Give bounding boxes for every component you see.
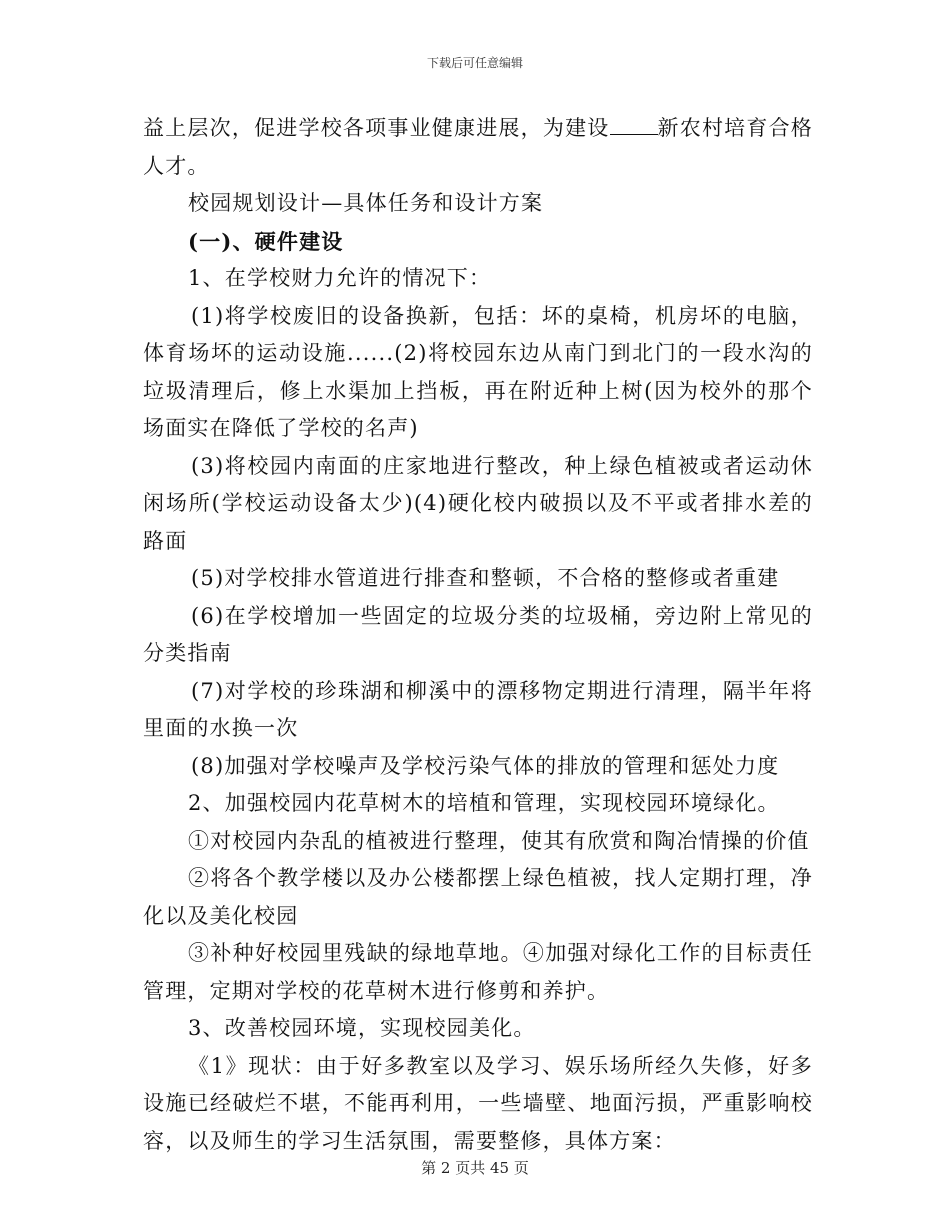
paragraph-continuation [143,110,813,185]
document-body [143,110,813,1160]
list-item-2: 2、加强校园内花草树木的培植和管理，实现校园环境绿化。 [188,791,780,815]
list-item-8: (8)加强对学校噪声及学校污染气体的排放的管理和惩处力度 [191,753,780,778]
list-item-3-4: (3)将校园内南面的庄家地进行整改，种上绿色植被或者运动休闲场所(学校运动设备太少)(4)硬化校内破损以及不平或者排水差的路面 [143,453,813,553]
paragraph-text-after-blank: 新农村培育合格人才。 [143,116,813,178]
list-item-circled-3-4: ③补种好校园里残缺的绿地草地。④加强对绿化工作的目标责任管理，定期对学校的花草树木进行修剪和养护。 [143,941,813,1003]
list-item-3: 3、改善校园环境，实现校园美化。 [188,1016,536,1040]
fill-in-blank [610,116,658,135]
status-paragraph: 《1》现状：由于好多教室以及学习、娱乐场所经久失修，好多设施已经破烂不堪，不能再利用，一些墙壁、地面污损，严重影响校容，以及师生的学习生活氛围，需要整修，具体方案： [143,1053,813,1153]
list-item-circled-2: ②将各个教学楼以及办公楼都摆上绿色植被，找人定期打理，净化以及美化校园 [143,866,813,928]
list-item-circled-1: ①对校园内杂乱的植被进行整理，使其有欣赏和陶冶情操的价值 [188,828,810,853]
list-item-1: 1、在学校财力允许的情况下： [188,266,492,290]
section-subtitle: 校园规划设计—具体任务和设计方案 [188,191,544,215]
list-item-5: (5)对学校排水管道进行排查和整顿，不合格的整修或者重建 [191,566,780,590]
list-item-1-2: (1)将学校废旧的设备换新，包括：坏的桌椅，机房坏的电脑，体育场坏的运动设施......(2)将校园东边从南门到北门的一段水沟的垃圾清理后，修上水渠加上挡板，再在附近种上树(因为校外的那个场面实在降低了学校的名声) [143,303,813,440]
page-header: 下载后可任意编辑 [426,56,523,70]
list-item-7: (7)对学校的珍珠湖和柳溪中的漂移物定期进行清理，隔半年将里面的水换一次 [143,678,813,740]
section-heading-hardware: (一)、硬件建设 [188,228,344,254]
page-number-footer: 第 2 页共 45 页 [421,1159,529,1177]
paragraph-text-before-blank: 益上层次，促进学校各项事业健康进展，为建设 [143,116,610,140]
list-item-6: (6)在学校增加一些固定的垃圾分类的垃圾桶，旁边附上常见的分类指南 [143,603,813,665]
